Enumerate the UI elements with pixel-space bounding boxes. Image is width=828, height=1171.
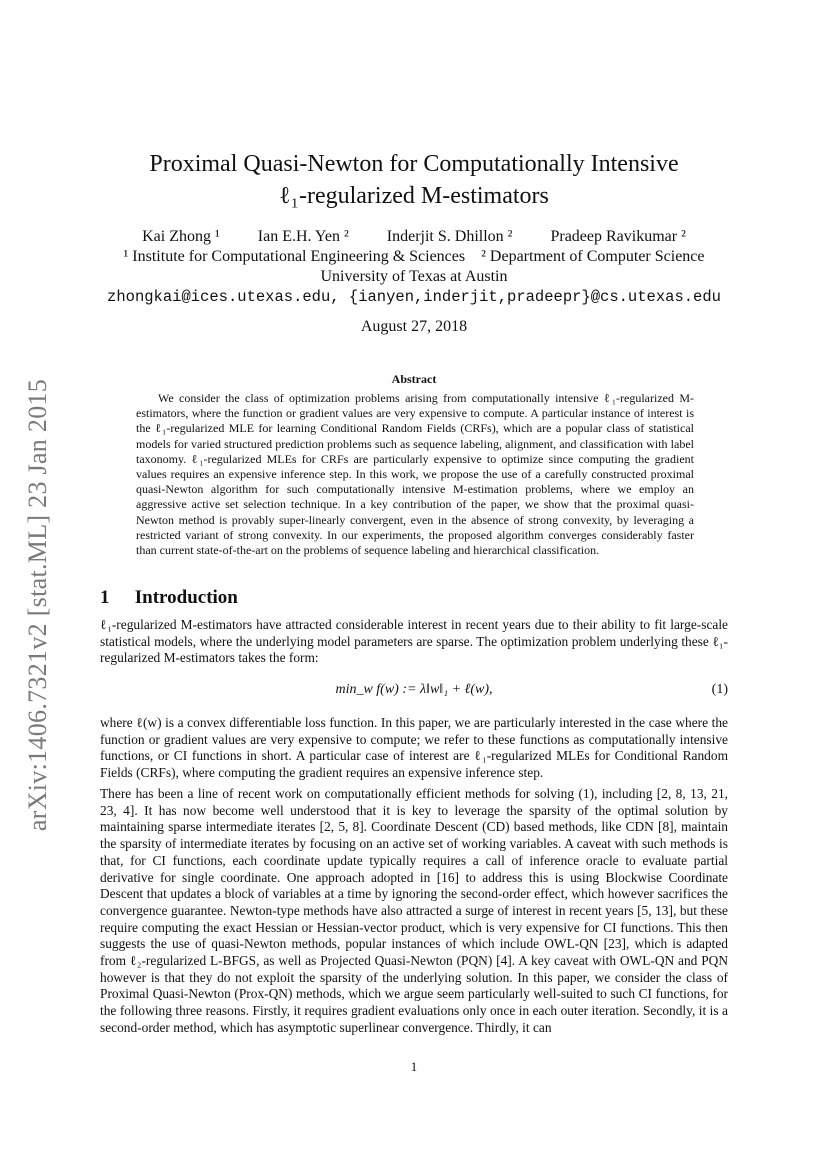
- section-number: 1: [100, 587, 110, 608]
- intro-paragraph-2: where ℓ(w) is a convex differentiable loss function. In this paper, we are particularly interested in the case where the function or gradient values are very expensive to compute; we refer to these functions as computationally intensive functions, or CI functions in short. A particular case of interest are ℓ₁-regularized MLEs for Conditional Random Fields (CRFs), where computing the gradient requires an expensive inference step.: [100, 715, 728, 781]
- page-number: 1: [410, 1059, 418, 1074]
- author-names: [100, 227, 728, 247]
- equation-1: [100, 680, 728, 714]
- title-line-1: Proximal Quasi-Newton for Computationally Intensive: [149, 151, 679, 177]
- equation-label: (1): [711, 682, 728, 697]
- author-name: Ian E.H. Yen ²: [257, 228, 349, 245]
- paper-date: August 27, 2018: [360, 318, 468, 335]
- intro-paragraph-3: There has been a line of recent work on computationally efficient methods for solving (1), including [2, 8, 13, 21, 23, 4]. It has now become well understood that it is key to leverage the sparsity of the optimal solution by maintaining sparse intermediate iterates [2, 5, 8]. Coordinate Descent (CD) based methods, like CDN [8], maintain the sparsity of intermediate iterates by focusing on an active set of working variables. A caveat with such methods is that, for CI functions, each coordinate update typically requires a call of inference oracle to evaluate partial derivative for single coordinate. One approach adopted in [16] to address this is using Blockwise Coordinate Descent that updates a block of variables at a time by ignoring the second-order effect, which however sacrifices the convergence guarantee. Newton-type methods have also attracted a surge of interest in recent years [5, 13], but these require computing the exact Hessian or Hessian-vector product, which is very expensive for CI functions. This then suggests the use of quasi-Newton methods, popular instances of which include OWL-QN [23], which is adapted from ℓ₂-regularized L-BFGS, as well as Projected Quasi-Newton (PQN) [4]. A key caveat with OWL-QN and PQN however is that they do not exploit the sparsity of the underlying solution. In this paper, we consider the class of Proximal Quasi-Newton (Prox-QN) methods, which we argue seem particularly well-suited to such CI functions, for the following three reasons. Firstly, it requires gradient evaluations only once in each outer iteration. Secondly, it is a second-order method, which has asymptotic superlinear convergence. Thirdly, it can: [100, 786, 728, 1035]
- arxiv-identifier: arXiv:1406.7321v2 [stat.ML] 23 Jan 2015: [23, 378, 53, 832]
- title-line-2: ℓ₁-regularized M-estimators: [279, 183, 549, 209]
- intro-paragraph-1: ℓ₁-regularized M-estimators have attracted considerable interest in recent years due to their ability to fit large-scale statistical models, where the underlying model parameters are sparse. The optimization problem underlying these ℓ₁-regularized M-estimators takes the form:: [100, 617, 728, 666]
- section-heading: [100, 587, 238, 609]
- paper-title: [100, 148, 728, 212]
- university: University of Texas at Austin: [320, 268, 508, 285]
- arxiv-side-stamp: [14, 370, 62, 840]
- affiliations: ¹ Institute for Computational Engineering & Sciences ² Department of Computer Science: [123, 248, 705, 265]
- section-title: Introduction: [134, 587, 238, 608]
- author-emails: zhongkai@ices.utexas.edu, {ianyen,inderjit,pradeepr}@cs.utexas.edu: [107, 288, 721, 306]
- abstract-text: We consider the class of optimization problems arising from computationally intensive ℓ₁-regularized M-estimators, where the function or gradient values are very expensive to compute. A particular instance of interest is the ℓ₁-regularized MLE for learning Conditional Random Fields (CRFs), which are a popular class of statistical models for varied structured prediction problems such as sequence labeling, alignment, and classification with label taxonomy. ℓ₁-regularized MLEs for CRFs are particularly expensive to optimize since computing the gradient values requires an expensive inference step. In this work, we propose the use of a carefully constructed proximal quasi-Newton algorithm for such computationally intensive M-estimation problems, where we employ an aggressive active set selection technique. In a key contribution of the paper, we show that the proximal quasi-Newton method is provably super-linearly convergent, even in the absence of strong convexity, by leveraging a restricted variant of strong convexity. In our experiments, the proposed algorithm converges considerably faster than current state-of-the-art on the problems of sequence labeling and hierarchical classification.: [136, 391, 694, 558]
- equation-expression: min_w f(w) := λ‖w‖₁ + ℓ(w),: [335, 682, 493, 697]
- abstract-heading: Abstract: [391, 372, 437, 386]
- author-name: Kai Zhong ¹: [142, 228, 220, 245]
- author-block: [100, 227, 728, 307]
- author-name: Pradeep Ravikumar ²: [550, 228, 686, 245]
- author-name: Inderjit S. Dhillon ²: [386, 228, 513, 245]
